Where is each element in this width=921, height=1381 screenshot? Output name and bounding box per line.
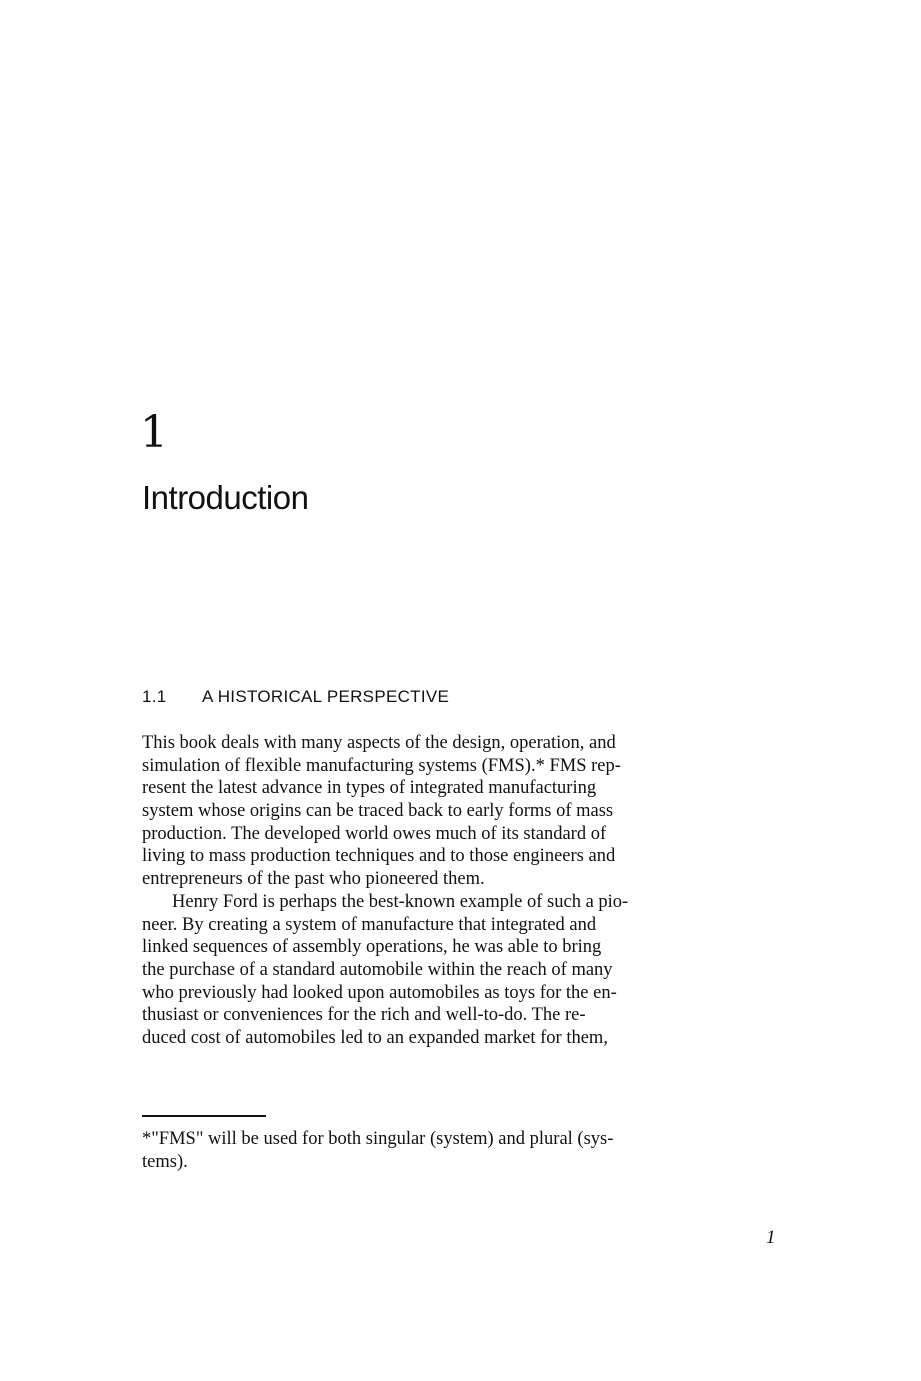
text-line: thusiast or conveniences for the rich and well-to-do. The re-	[142, 1005, 586, 1026]
text-line: neer. By creating a system of manufacture that integrated and	[142, 914, 597, 935]
text-line: linked sequences of assembly operations, he was able to bring	[142, 937, 602, 958]
text-line: entrepreneurs of the past who pioneered them.	[142, 869, 485, 890]
paragraph	[142, 891, 782, 1050]
footnote-rule	[142, 1115, 266, 1117]
text-line: duced cost of automobiles led to an expanded market for them,	[142, 1027, 608, 1048]
paragraph	[142, 732, 782, 891]
page-number: 1	[766, 1227, 776, 1248]
body-text	[142, 732, 782, 1050]
text-line: system whose origins can be traced back to early forms of mass	[142, 801, 614, 822]
text-line: Henry Ford is perhaps the best-known example of such a pio-	[172, 891, 629, 912]
chapter-title: Introduction	[142, 479, 309, 516]
footnote-line: *"FMS" will be used for both singular (system) and plural (sys-	[142, 1129, 614, 1149]
text-line: This book deals with many aspects of the design, operation, and	[142, 733, 616, 753]
text-line: the purchase of a standard automobile within the reach of many	[142, 959, 613, 980]
text-line: simulation of flexible manufacturing systems (FMS).* FMS rep-	[142, 755, 621, 776]
text-line: living to mass production techniques and to those engineers and	[142, 846, 616, 867]
section-number: 1.1	[142, 687, 167, 706]
text-line: production. The developed world owes much of its standard of	[142, 823, 607, 844]
footnote-line: tems).	[142, 1151, 188, 1172]
section-heading	[142, 686, 449, 708]
chapter-number: 1	[140, 407, 168, 458]
text-line: resent the latest advance in types of integrated manufacturing	[142, 778, 597, 799]
footnote	[142, 1128, 782, 1173]
section-title: A HISTORICAL PERSPECTIVE	[202, 687, 450, 706]
text-line: who previously had looked upon automobiles as toys for the en-	[142, 982, 617, 1003]
